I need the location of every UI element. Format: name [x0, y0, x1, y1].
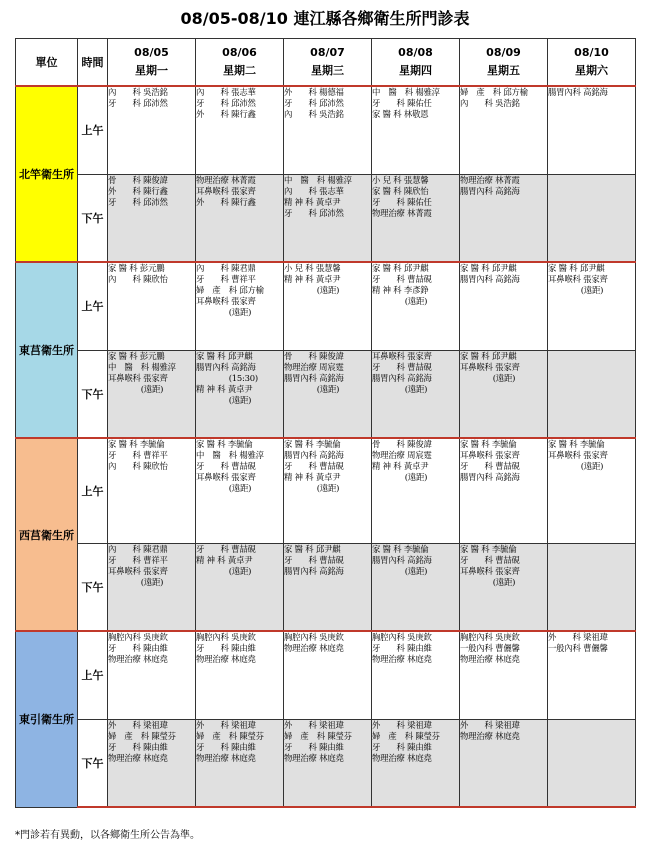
doctor-entry: 耳鼻喉科 張家齊: [548, 450, 608, 460]
doctor-entry: 家 醫 科 李毓倫: [196, 439, 253, 449]
footnote: *門診若有異動，以各鄉衛生所公告為準。: [15, 830, 200, 841]
doctor-entry: 牙 科 邱沛然: [284, 98, 344, 108]
afternoon-row: [16, 174, 636, 262]
doctor-entry: 物理治療 林庭堯: [372, 654, 432, 664]
doctor-entry: 物理治療 林菁霞: [460, 174, 520, 185]
doctor-entry: (遠距): [196, 483, 252, 493]
morning-row: [16, 262, 636, 350]
schedule-cell: [548, 86, 636, 174]
doctor-entry: 外 科 陳行鑫: [196, 196, 256, 207]
doctor-entry: (遠距): [372, 383, 428, 394]
doctor-entry: 家 醫 科 李毓倫: [108, 439, 165, 449]
doctor-entry: 耳鼻喉科 張家齊: [548, 274, 608, 284]
doctor-entry: 腸胃內科 高銘海: [548, 87, 608, 97]
time-slot-label: 上午: [78, 438, 108, 543]
doctor-entry: 骨 科 陳俊諱: [284, 350, 344, 361]
day-header: [548, 39, 636, 87]
doctor-entry: 物理治療 林庭堯: [108, 752, 168, 763]
doctor-entry: 耳鼻喉科 張家齊: [460, 565, 520, 576]
doctor-entry: 內 科 吳浩銘: [284, 109, 344, 119]
schedule-cell: [372, 174, 460, 262]
day-weekday: 星期一: [135, 64, 168, 77]
doctor-entry: 婦 產 科 陳瑩芬: [108, 730, 176, 741]
schedule-cell: [284, 86, 372, 174]
doctor-entry: 家 醫 科 彭元鵬: [108, 263, 165, 273]
day-weekday: 星期六: [575, 64, 608, 77]
doctor-entry: (遠距): [460, 576, 516, 587]
doctor-entry: 小 兒 科 張慧馨: [284, 263, 341, 273]
doctor-entry: 牙 科 陳由維: [108, 741, 168, 752]
doctor-entry: 婦 產 科 陳瑩芬: [284, 730, 352, 741]
doctor-entry: 內 科 張志華: [284, 185, 344, 196]
doctor-entry: 胸腔內科 吳庚欽: [460, 632, 520, 642]
schedule-cell: [460, 438, 548, 543]
schedule-cell: [284, 543, 372, 631]
schedule-cell: [548, 438, 636, 543]
schedule-cell: [460, 262, 548, 350]
doctor-entry: 牙 科 邱沛然: [196, 98, 256, 108]
day-weekday: 星期二: [223, 64, 256, 77]
doctor-entry: 腸胃內科 高銘海: [460, 472, 520, 482]
doctor-entry: 腸胃內科 高銘海: [284, 372, 344, 383]
day-date: 08/07: [310, 46, 345, 59]
schedule-cell: [460, 350, 548, 438]
day-weekday: 星期五: [487, 64, 520, 77]
doctor-entry: 胸腔內科 吳庚欽: [372, 632, 432, 642]
doctor-entry: 外 科 陳行鑫: [196, 109, 256, 119]
doctor-entry: (遠距): [460, 372, 516, 383]
doctor-entry: 外 科 梁祖瑋: [372, 719, 432, 730]
schedule-cell: [372, 631, 460, 719]
doctor-entry: (遠距): [284, 383, 340, 394]
doctor-entry: 中 醫 科 楊雅淳: [372, 87, 440, 97]
schedule-cell: [196, 262, 284, 350]
doctor-entry: 外 科 梁祖瑋: [196, 719, 256, 730]
doctor-entry: 腸胃內科 高銘海: [460, 185, 520, 196]
doctor-entry: 物理治療 林庭堯: [108, 654, 168, 664]
doctor-entry: 牙 科 曹喆硯: [460, 461, 520, 471]
time-header: 時間: [78, 39, 108, 87]
doctor-entry: 家 醫 科 李毓倫: [460, 439, 517, 449]
doctor-entry: 精 神 科 黃卓尹: [284, 274, 341, 284]
doctor-entry: 牙 科 曹喆硯: [372, 361, 432, 372]
doctor-entry: 中 醫 科 楊雅淳: [196, 450, 264, 460]
doctor-entry: 耳鼻喉科 張家齊: [196, 472, 256, 482]
schedule-cell: [372, 719, 460, 807]
day-header: [372, 39, 460, 87]
doctor-entry: 物理治療 林庭堯: [196, 654, 256, 664]
doctor-entry: 牙 科 曹喆硯: [284, 554, 344, 565]
schedule-cell: [196, 719, 284, 807]
doctor-entry: (15:30): [196, 372, 258, 383]
doctor-entry: 外 科 梁祖瑋: [548, 632, 608, 642]
schedule-cell: [284, 438, 372, 543]
doctor-entry: 精 神 科 黃卓尹: [372, 461, 429, 471]
schedule-cell: [548, 174, 636, 262]
doctor-entry: 家 醫 科 李毓倫: [460, 543, 517, 554]
schedule-cell: [108, 174, 196, 262]
schedule-cell: [284, 719, 372, 807]
schedule-cell: [108, 350, 196, 438]
doctor-entry: (遠距): [196, 394, 252, 405]
day-weekday: 星期三: [311, 64, 344, 77]
doctor-entry: 內 科 吳浩銘: [460, 98, 520, 108]
doctor-entry: 牙 科 曹喆硯: [372, 274, 432, 284]
schedule-cell: [108, 719, 196, 807]
doctor-entry: 物理治療 林庭堯: [460, 730, 520, 741]
doctor-entry: 外 科 梁祖瑋: [108, 719, 168, 730]
schedule-cell: [196, 438, 284, 543]
doctor-entry: (遠距): [372, 472, 428, 482]
doctor-entry: 骨 科 陳俊諱: [108, 174, 168, 185]
doctor-entry: 物理治療 林庭堯: [460, 654, 520, 664]
day-date: 08/09: [486, 46, 521, 59]
schedule-cell: [284, 174, 372, 262]
day-header: [108, 39, 196, 87]
doctor-entry: 耳鼻喉科 張家齊: [372, 350, 432, 361]
doctor-entry: 物理治療 林庭堯: [284, 752, 344, 763]
doctor-entry: 家 醫 科 邱尹麒: [372, 263, 429, 273]
doctor-entry: 物理治療 林庭堯: [196, 752, 256, 763]
doctor-entry: 家 醫 科 彭元鵬: [108, 350, 165, 361]
schedule-cell: [460, 631, 548, 719]
morning-row: [16, 631, 636, 719]
doctor-entry: 牙 科 邱沛然: [108, 196, 168, 207]
doctor-entry: 牙 科 邱沛然: [108, 98, 168, 108]
doctor-entry: 家 醫 科 李毓倫: [548, 439, 605, 449]
doctor-entry: (遠距): [372, 296, 428, 306]
schedule-cell: [460, 174, 548, 262]
doctor-entry: (遠距): [108, 383, 164, 394]
page-title: 08/05-08/10 連江縣各鄉衛生所門診表: [180, 9, 470, 28]
doctor-entry: 家 醫 科 李毓倫: [372, 543, 429, 554]
doctor-entry: 精 神 科 黃卓尹: [284, 196, 341, 207]
schedule-cell: [108, 86, 196, 174]
doctor-entry: 腸胃內科 高銘海: [284, 565, 344, 576]
day-date: 08/08: [398, 46, 433, 59]
schedule-cell: [372, 350, 460, 438]
day-date: 08/10: [574, 46, 609, 59]
doctor-entry: 耳鼻喉科 張家齊: [108, 372, 168, 383]
schedule-cell: [196, 350, 284, 438]
day-date: 08/05: [134, 46, 169, 59]
doctor-entry: 耳鼻喉科 張家齊: [108, 565, 168, 576]
doctor-entry: 物理治療 周宸霆: [284, 361, 344, 372]
doctor-entry: 婦 產 科 邱方榆: [196, 285, 264, 295]
doctor-entry: 家 醫 科 邱尹麒: [460, 263, 517, 273]
doctor-entry: (遠距): [284, 285, 340, 295]
doctor-entry: 骨 科 陳俊諱: [372, 439, 432, 449]
schedule-cell: [108, 262, 196, 350]
day-header: [196, 39, 284, 87]
doctor-entry: 牙 科 陳由維: [196, 741, 256, 752]
doctor-entry: 牙 科 陳由維: [196, 643, 256, 653]
schedule-cell: [372, 262, 460, 350]
schedule-cell: [284, 262, 372, 350]
schedule-cell: [196, 543, 284, 631]
afternoon-row: [16, 543, 636, 631]
unit-name: 北竿衛生所: [16, 86, 78, 262]
doctor-entry: 精 神 科 黃卓尹: [196, 383, 253, 394]
doctor-entry: 耳鼻喉科 張家齊: [196, 185, 256, 196]
doctor-entry: 內 科 張志華: [196, 87, 256, 97]
day-date: 08/06: [222, 46, 257, 59]
doctor-entry: (遠距): [548, 461, 604, 471]
time-slot-label: 上午: [78, 262, 108, 350]
morning-row: [16, 438, 636, 543]
doctor-entry: (遠距): [284, 483, 340, 493]
doctor-entry: 家 醫 科 邱尹麒: [460, 350, 517, 361]
doctor-entry: 物理治療 林菁霞: [196, 174, 256, 185]
doctor-entry: (遠距): [108, 576, 164, 587]
schedule-cell: [284, 350, 372, 438]
doctor-entry: 腸胃內科 高銘海: [460, 274, 520, 284]
doctor-entry: 牙 科 曹喆硯: [460, 554, 520, 565]
unit-name: 西莒衛生所: [16, 438, 78, 631]
doctor-entry: 腸胃內科 高銘海: [284, 450, 344, 460]
doctor-entry: 內 科 陳君鼎: [108, 543, 168, 554]
clinic-schedule-table: [15, 38, 636, 808]
schedule-cell: [548, 543, 636, 631]
time-slot-label: 下午: [78, 174, 108, 262]
doctor-entry: 耳鼻喉科 張家齊: [196, 296, 256, 306]
doctor-entry: 牙 科 曹祥平: [196, 274, 256, 284]
doctor-entry: 婦 產 科 邱方榆: [460, 87, 528, 97]
unit-name: 東莒衛生所: [16, 262, 78, 438]
doctor-entry: 精 神 科 黃卓尹: [196, 554, 253, 565]
unit-header: 單位: [16, 39, 78, 87]
doctor-entry: 精 神 科 李彥錚: [372, 285, 429, 295]
doctor-entry: 胸腔內科 吳庚欽: [284, 632, 344, 642]
doctor-entry: 家 醫 科 邱尹麒: [284, 543, 341, 554]
doctor-entry: 物理治療 林菁霞: [372, 207, 432, 218]
doctor-entry: 小 兒 科 張慧馨: [372, 174, 429, 185]
day-header: [460, 39, 548, 87]
doctor-entry: 腸胃內科 高銘海: [372, 372, 432, 383]
schedule-cell: [460, 543, 548, 631]
time-slot-label: 上午: [78, 631, 108, 719]
schedule-cell: [548, 719, 636, 807]
doctor-entry: 腸胃內科 高銘海: [372, 554, 432, 565]
doctor-entry: 家 醫 科 李毓倫: [284, 439, 341, 449]
doctor-entry: 內 科 陳欣怡: [108, 274, 168, 284]
schedule-cell: [548, 262, 636, 350]
doctor-entry: 牙 科 曹喆硯: [284, 461, 344, 471]
doctor-entry: 外 科 梁祖瑋: [460, 719, 520, 730]
time-slot-label: 上午: [78, 86, 108, 174]
schedule-cell: [548, 631, 636, 719]
day-header: [284, 39, 372, 87]
time-slot-label: 下午: [78, 543, 108, 631]
time-slot-label: 下午: [78, 350, 108, 438]
schedule-cell: [372, 438, 460, 543]
doctor-entry: 外 科 楊德福: [284, 87, 344, 97]
doctor-entry: 牙 科 曹喆硯: [196, 543, 256, 554]
doctor-entry: 物理治療 周宸霆: [372, 450, 432, 460]
doctor-entry: 物理治療 林庭堯: [284, 643, 344, 653]
doctor-entry: 牙 科 陳由維: [372, 643, 432, 653]
doctor-entry: 內 科 陳欣怡: [108, 461, 168, 471]
afternoon-row: [16, 350, 636, 438]
doctor-entry: 家 醫 科 邱尹麒: [548, 263, 605, 273]
doctor-entry: 牙 科 陳由維: [284, 741, 344, 752]
schedule-cell: [196, 86, 284, 174]
schedule-cell: [548, 350, 636, 438]
morning-row: [16, 86, 636, 174]
schedule-cell: [196, 631, 284, 719]
doctor-entry: (遠距): [372, 565, 428, 576]
doctor-entry: 物理治療 林庭堯: [372, 752, 432, 763]
doctor-entry: 一般內科 曹儷馨: [460, 643, 520, 653]
schedule-cell: [108, 543, 196, 631]
doctor-entry: 胸腔內科 吳庚欽: [108, 632, 168, 642]
doctor-entry: 腸胃內科 高銘海: [196, 361, 256, 372]
doctor-entry: 牙 科 陳佑任: [372, 196, 432, 207]
doctor-entry: 婦 產 科 陳瑩芬: [196, 730, 264, 741]
doctor-entry: 內 科 陳君鼎: [196, 263, 256, 273]
afternoon-row: [16, 719, 636, 807]
schedule-cell: [372, 543, 460, 631]
doctor-entry: 婦 產 科 陳瑩芬: [372, 730, 440, 741]
doctor-entry: 胸腔內科 吳庚欽: [196, 632, 256, 642]
schedule-cell: [108, 438, 196, 543]
time-slot-label: 下午: [78, 719, 108, 807]
doctor-entry: 家 醫 科 陳欣怡: [372, 185, 429, 196]
day-weekday: 星期四: [399, 64, 432, 77]
doctor-entry: 牙 科 陳佑任: [372, 98, 432, 108]
doctor-entry: 內 科 吳浩銘: [108, 87, 168, 97]
schedule-cell: [108, 631, 196, 719]
doctor-entry: 牙 科 曹喆硯: [196, 461, 256, 471]
doctor-entry: 牙 科 曹祥平: [108, 450, 168, 460]
doctor-entry: 中 醫 科 楊雅淳: [284, 174, 352, 185]
doctor-entry: (遠距): [196, 307, 252, 317]
doctor-entry: 中 醫 科 楊雅淳: [108, 361, 176, 372]
doctor-entry: 牙 科 邱沛然: [284, 207, 344, 218]
doctor-entry: 家 醫 科 林敬恩: [372, 109, 429, 119]
doctor-entry: 家 醫 科 邱尹麒: [196, 350, 253, 361]
doctor-entry: 外 科 陳行鑫: [108, 185, 168, 196]
schedule-cell: [372, 86, 460, 174]
doctor-entry: 耳鼻喉科 張家齊: [460, 361, 520, 372]
schedule-cell: [460, 719, 548, 807]
header-row: [16, 39, 636, 87]
doctor-entry: 精 神 科 黃卓尹: [284, 472, 341, 482]
schedule-cell: [460, 86, 548, 174]
doctor-entry: 外 科 梁祖瑋: [284, 719, 344, 730]
schedule-cell: [284, 631, 372, 719]
unit-name: 東引衛生所: [16, 631, 78, 807]
doctor-entry: 一般內科 曹儷馨: [548, 643, 608, 653]
doctor-entry: 牙 科 陳由維: [108, 643, 168, 653]
schedule-cell: [196, 174, 284, 262]
doctor-entry: 牙 科 陳由維: [372, 741, 432, 752]
doctor-entry: (遠距): [196, 565, 252, 576]
doctor-entry: (遠距): [548, 285, 604, 295]
doctor-entry: 牙 科 曹祥平: [108, 554, 168, 565]
doctor-entry: 耳鼻喉科 張家齊: [460, 450, 520, 460]
